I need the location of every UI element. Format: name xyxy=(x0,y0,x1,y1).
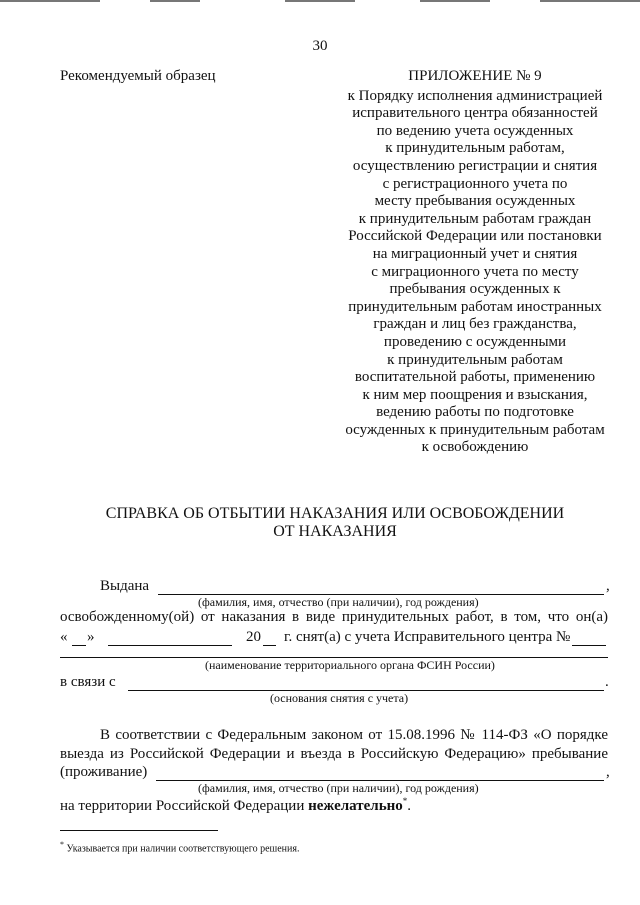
appendix-line: к принудительным работам граждан xyxy=(358,210,592,227)
date-quote-close: » xyxy=(87,629,95,645)
residence-name-caption: (фамилия, имя, отчество (при наличии), год рождения) xyxy=(198,781,479,795)
issued-name-caption: (фамилия, имя, отчество (при наличии), год рождения) xyxy=(198,595,479,609)
scan-edge-line-far-right xyxy=(540,0,640,2)
territory-text: на территории Российской Федерации xyxy=(60,798,305,814)
appendix-line: к принудительным работам, xyxy=(385,140,565,157)
scan-edge-line-right xyxy=(420,0,490,2)
document-title-line-2: ОТ НАКАЗАНИЯ xyxy=(273,523,397,540)
deregistered-text: г. снят(а) с учета Исправительного центра № xyxy=(284,629,571,645)
scan-edge-line-center xyxy=(285,0,355,2)
appendix-title: ПРИЛОЖЕНИЕ № 9 xyxy=(408,68,542,84)
footnote-divider xyxy=(60,830,218,831)
territorial-organ-caption: (наименование территориального органа ФСИН России) xyxy=(205,658,495,672)
appendix-block xyxy=(330,68,620,457)
document-title-line-1: СПРАВКА ОБ ОТБЫТИИ НАКАЗАНИЯ ИЛИ ОСВОБОЖДЕНИИ xyxy=(105,505,565,522)
deregistration-grounds-caption: (основания снятия с учета) xyxy=(270,691,409,705)
territory-sentence: на территории Российской Федерации нежелательно*. xyxy=(60,796,412,814)
released-text: освобожденному(ой) от наказания в виде принудительных работ, в том, что он(а) xyxy=(60,609,608,625)
law-paragraph-line-1: В соответствии с Федеральным законом от 15.08.1996 № 114-ФЗ «О порядке xyxy=(100,727,608,743)
appendix-line: с регистрационного учета по xyxy=(382,175,568,192)
scan-edge-line-mid xyxy=(150,0,200,2)
footnote xyxy=(60,840,299,854)
date-year-prefix: 20 xyxy=(246,629,261,645)
date-month-field[interactable] xyxy=(108,645,232,646)
appendix-line: Российской Федерации или постановки xyxy=(348,228,602,245)
law-paragraph-line-2: выезда из Российской Федерации и въезда в Российскую Федерацию» пребывание xyxy=(60,746,608,762)
residence-trailing-comma: , xyxy=(606,764,610,780)
appendix-line: месту пребывания осужденных xyxy=(374,193,576,210)
residence-label: (проживание) xyxy=(60,764,148,780)
appendix-line: воспитательной работы, применению xyxy=(354,369,596,386)
appendix-line: принудительным работам иностранных xyxy=(348,298,602,315)
appendix-line: по ведению учета осужденных xyxy=(376,122,574,139)
issued-label: Выдана xyxy=(100,578,150,594)
appendix-line: проведению с осужденными xyxy=(383,333,567,350)
appendix-line: на миграционный учет и снятия xyxy=(372,245,578,262)
date-day-field[interactable] xyxy=(72,645,86,646)
appendix-line: к Порядку исполнения администрацией xyxy=(347,87,603,104)
date-year-field[interactable] xyxy=(263,645,276,646)
document-title xyxy=(60,505,610,541)
appendix-line: осуществлению регистрации и снятия xyxy=(352,157,598,174)
appendix-line: к освобождению xyxy=(421,439,529,456)
appendix-line: граждан и лиц без гражданства, xyxy=(373,316,577,333)
undesirable-word: нежелательно xyxy=(308,798,403,814)
grounds-trailing-dot: . xyxy=(605,674,609,690)
scan-edge-line-left xyxy=(0,0,100,2)
appendix-line: к ним мер поощрения и взыскания, xyxy=(362,386,588,403)
footnote-reference: * xyxy=(402,796,408,806)
appendix-line: с миграционного учета по месту xyxy=(371,263,579,280)
appendix-line: исправительного центра обязанностей xyxy=(352,105,598,122)
in-connection-label: в связи с xyxy=(60,674,116,690)
appendix-line: осужденных к принудительным работам xyxy=(345,421,605,438)
appendix-line: ведению работы по подготовке xyxy=(376,404,574,421)
appendix-line: к принудительным работам xyxy=(387,351,563,368)
center-number-field[interactable] xyxy=(572,645,606,646)
footnote-mark: * xyxy=(60,840,64,849)
issued-trailing-comma: , xyxy=(606,578,610,594)
page-number: 30 xyxy=(312,38,328,54)
recommended-sample-label: Рекомендуемый образец xyxy=(60,68,216,84)
date-quote-open: « xyxy=(60,629,68,645)
appendix-line: пребывания осужденных к xyxy=(389,281,561,298)
footnote-text: Указывается при наличии соответствующего решения. xyxy=(66,843,300,855)
